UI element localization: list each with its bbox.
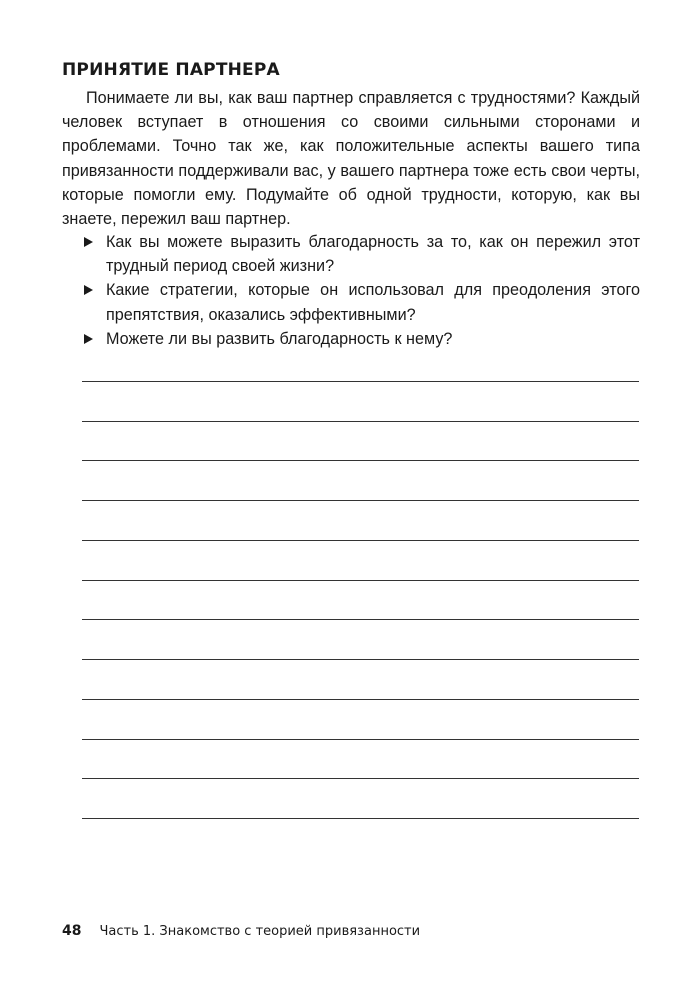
answer-line[interactable] (82, 381, 639, 382)
answer-line[interactable] (82, 699, 639, 700)
triangle-bullet-icon (84, 237, 93, 247)
question-text: Какие стратегии, которые он использовал для преодоления этого препятствия, оказались эффективными? (106, 281, 640, 324)
question-item (84, 278, 640, 326)
answer-line[interactable] (82, 739, 639, 740)
answer-line[interactable] (82, 778, 639, 779)
question-item (84, 327, 640, 351)
answer-line[interactable] (82, 500, 639, 501)
intro-paragraph: Понимаете ли вы, как ваш партнер справляется с трудностями? Каждый человек вступает в отношения со своими сильными сторонами и проблемами. Точно так же, как положительные аспекты вашего типа привязанности поддерживали вас, у вашего партнера тоже есть свои черты, которые помогли ему. Подумайте об одной трудности, которую, как вы знаете, пережил ваш партнер. (62, 89, 640, 229)
triangle-bullet-icon (84, 285, 93, 295)
question-text: Как вы можете выразить благодарность за то, как он пережил этот трудный период своей жизни? (106, 233, 640, 276)
answer-line[interactable] (82, 421, 639, 422)
answer-line[interactable] (82, 818, 639, 819)
question-text: Можете ли вы развить благодарность к нему? (106, 329, 453, 348)
answer-line[interactable] (82, 580, 639, 581)
answer-line[interactable] (82, 659, 639, 660)
page-footer (62, 923, 420, 939)
question-item (84, 230, 640, 278)
answer-line[interactable] (82, 460, 639, 461)
chapter-title: Часть 1. Знакомство с теорией привязанности (99, 924, 421, 939)
page-number: 48 (62, 923, 82, 939)
question-list (84, 230, 640, 351)
section-title: ПРИНЯТИЕ ПАРТНЕРА (62, 60, 280, 80)
answer-line[interactable] (82, 619, 639, 620)
triangle-bullet-icon (84, 334, 93, 344)
answer-line[interactable] (82, 540, 639, 541)
